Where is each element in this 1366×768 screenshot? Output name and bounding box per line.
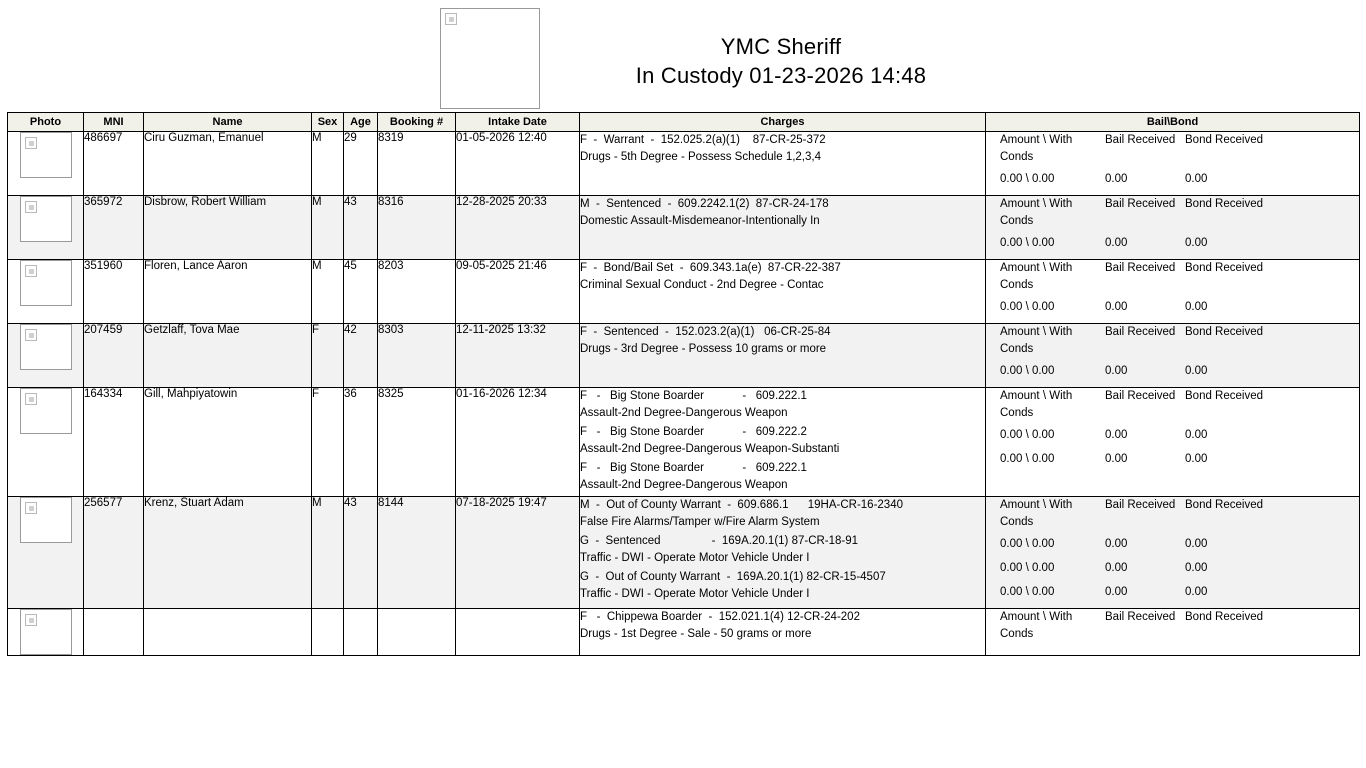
charge-entry — [580, 460, 985, 494]
inmate-mni: 207459 — [84, 324, 144, 388]
inmate-mni: 256577 — [84, 497, 144, 609]
bail-bond-header — [986, 497, 1359, 531]
inmate-booking-number: 8325 — [378, 388, 456, 497]
bail-bond-header — [986, 388, 1359, 422]
bail-bond-value: 0.00 — [1105, 301, 1128, 313]
report-subtitle: In Custody 01-23-2026 14:48 — [635, 63, 927, 88]
inmate-intake-date: 09-05-2025 21:46 — [456, 260, 580, 324]
bail-bond-value: 0.00 — [1185, 429, 1208, 441]
inmate-photo-placeholder — [20, 132, 72, 178]
inmate-name: Ciru Guzman, Emanuel — [144, 132, 312, 196]
bail-bond-header-label: Amount \ With Conds — [1000, 134, 1073, 163]
bail-bond-row — [986, 363, 1359, 380]
inmate-name: Floren, Lance Aaron — [144, 260, 312, 324]
bail-bond-header-label: Bail Received — [1105, 262, 1176, 274]
table-row — [8, 497, 1360, 609]
broken-image-icon — [25, 201, 37, 213]
charges-cell — [580, 260, 986, 324]
bail-bond-value: 0.00 \ 0.00 — [1000, 173, 1055, 185]
bail-bond-cell — [986, 324, 1360, 388]
bail-bond-cell — [986, 260, 1360, 324]
bail-bond-cell — [986, 497, 1360, 609]
inmate-intake-date: 01-05-2026 12:40 — [456, 132, 580, 196]
bail-bond-value: 0.00 — [1105, 365, 1128, 377]
inmate-name — [144, 609, 312, 656]
charge-statute-line: F - Warrant - 152.025.2(a)(1) 87-CR-25-372 — [580, 134, 826, 146]
bail-bond-value: 0.00 — [1185, 365, 1208, 377]
broken-image-icon — [25, 137, 37, 149]
bail-bond-value: 0.00 \ 0.00 — [1000, 538, 1055, 550]
bail-bond-header-label: Amount \ With Conds — [1000, 611, 1073, 640]
bail-bond-cell — [986, 132, 1360, 196]
bail-bond-value: 0.00 \ 0.00 — [1000, 365, 1055, 377]
inmate-photo-placeholder — [20, 196, 72, 242]
inmate-sex: F — [312, 388, 344, 497]
charges-cell — [580, 609, 986, 656]
bail-bond-header — [986, 260, 1359, 294]
column-header-sex: Sex — [312, 113, 344, 132]
table-row — [8, 196, 1360, 260]
bail-bond-value: 0.00 — [1105, 173, 1128, 185]
table-header-row — [8, 113, 1360, 132]
charge-statute-line: F - Chippewa Boarder - 152.021.1(4) 12-CR-24-202 — [580, 611, 860, 623]
inmate-name: Gill, Mahpiyatowin — [144, 388, 312, 497]
charge-description-line: Drugs - 5th Degree - Possess Schedule 1,2,3,4 — [580, 151, 821, 163]
inmate-booking-number: 8303 — [378, 324, 456, 388]
inmate-photo-placeholder — [20, 609, 72, 655]
bail-bond-value: 0.00 — [1185, 562, 1208, 574]
charge-description-line: Domestic Assault-Misdemeanor-Intentionally In — [580, 215, 820, 227]
inmate-photo-cell — [8, 497, 84, 609]
report-title-block — [636, 8, 926, 90]
charge-entry — [580, 260, 985, 294]
bail-bond-value: 0.00 — [1185, 538, 1208, 550]
report-header — [0, 0, 1366, 112]
inmate-booking-number — [378, 609, 456, 656]
broken-image-icon — [25, 329, 37, 341]
inmate-age: 43 — [344, 196, 378, 260]
charge-entry — [580, 569, 985, 603]
charge-statute-line: M - Sentenced - 609.2242.1(2) 87-CR-24-178 — [580, 198, 829, 210]
column-header-mni: MNI — [84, 113, 144, 132]
inmate-age — [344, 609, 378, 656]
page-title: YMC Sheriff — [720, 34, 842, 59]
inmate-sex: M — [312, 196, 344, 260]
bail-bond-header-label: Bond Received — [1185, 134, 1263, 146]
charge-description-line: False Fire Alarms/Tamper w/Fire Alarm System — [580, 516, 820, 528]
bail-bond-header — [986, 324, 1359, 358]
bail-bond-header-label: Bond Received — [1185, 262, 1263, 274]
inmate-intake-date: 07-18-2025 19:47 — [456, 497, 580, 609]
inmate-name: Getzlaff, Tova Mae — [144, 324, 312, 388]
charge-statute-line: F - Sentenced - 152.023.2(a)(1) 06-CR-25-84 — [580, 326, 831, 338]
inmate-sex: M — [312, 132, 344, 196]
inmate-sex: M — [312, 260, 344, 324]
bail-bond-header-label: Bail Received — [1105, 499, 1176, 511]
bail-bond-row — [986, 427, 1359, 444]
bail-bond-header-label: Amount \ With Conds — [1000, 390, 1073, 419]
inmate-booking-number: 8319 — [378, 132, 456, 196]
bail-bond-header-label: Bond Received — [1185, 499, 1263, 511]
inmate-name: Krenz, Stuart Adam — [144, 497, 312, 609]
inmate-intake-date: 12-11-2025 13:32 — [456, 324, 580, 388]
broken-image-icon — [25, 393, 37, 405]
table-row — [8, 609, 1360, 656]
charge-statute-line: G - Sentenced - 169A.20.1(1) 87-CR-18-91 — [580, 535, 859, 547]
charge-description-line: Drugs - 3rd Degree - Possess 10 grams or more — [580, 343, 827, 355]
bail-bond-header-label: Amount \ With Conds — [1000, 499, 1073, 528]
inmate-age: 45 — [344, 260, 378, 324]
charge-statute-line: F - Big Stone Boarder - 609.222.1 — [580, 390, 807, 402]
charge-entry — [580, 132, 985, 166]
column-header-charges: Charges — [580, 113, 986, 132]
bail-bond-cell — [986, 196, 1360, 260]
charge-entry — [580, 388, 985, 422]
bail-bond-value: 0.00 — [1185, 173, 1208, 185]
bail-bond-value: 0.00 \ 0.00 — [1000, 429, 1055, 441]
charge-entry — [580, 533, 985, 567]
bail-bond-header — [986, 609, 1359, 643]
inmate-photo-placeholder — [20, 260, 72, 306]
inmate-photo-placeholder — [20, 497, 72, 543]
broken-image-icon — [445, 13, 457, 25]
bail-bond-cell — [986, 388, 1360, 497]
bail-bond-value: 0.00 \ 0.00 — [1000, 453, 1055, 465]
inmate-intake-date: 12-28-2025 20:33 — [456, 196, 580, 260]
inmate-photo-placeholder — [20, 388, 72, 434]
charge-description-line: Drugs - 1st Degree - Sale - 50 grams or more — [580, 628, 812, 640]
inmate-photo-placeholder — [20, 324, 72, 370]
bail-bond-header-label: Bond Received — [1185, 390, 1263, 402]
inmate-sex: F — [312, 324, 344, 388]
inmate-photo-cell — [8, 324, 84, 388]
inmate-mni — [84, 609, 144, 656]
charge-description-line: Assault-2nd Degree-Dangerous Weapon — [580, 407, 788, 419]
inmate-sex — [312, 609, 344, 656]
charges-cell — [580, 132, 986, 196]
bail-bond-header-label: Bail Received — [1105, 134, 1176, 146]
inmate-booking-number: 8144 — [378, 497, 456, 609]
column-header-booking: Booking # — [378, 113, 456, 132]
inmate-mni: 486697 — [84, 132, 144, 196]
charge-description-line: Assault-2nd Degree-Dangerous Weapon-Substanti — [580, 443, 840, 455]
inmate-photo-cell — [8, 196, 84, 260]
bail-bond-header-label: Bail Received — [1105, 390, 1176, 402]
charge-statute-line: F - Bond/Bail Set - 609.343.1a(e) 87-CR-22-387 — [580, 262, 841, 274]
table-row — [8, 324, 1360, 388]
bail-bond-value: 0.00 — [1185, 237, 1208, 249]
bail-bond-value: 0.00 — [1105, 562, 1128, 574]
bail-bond-header-label: Amount \ With Conds — [1000, 262, 1073, 291]
bail-bond-value: 0.00 \ 0.00 — [1000, 562, 1055, 574]
bail-bond-cell — [986, 609, 1360, 656]
table-row — [8, 260, 1360, 324]
bail-bond-header-label: Bail Received — [1105, 198, 1176, 210]
bail-bond-row — [986, 235, 1359, 252]
charges-cell — [580, 497, 986, 609]
bail-bond-header-label: Bond Received — [1185, 326, 1263, 338]
bail-bond-row — [986, 536, 1359, 553]
table-body — [8, 132, 1360, 656]
bail-bond-value: 0.00 — [1105, 586, 1128, 598]
bail-bond-header-label: Amount \ With Conds — [1000, 198, 1073, 227]
charge-entry — [580, 424, 985, 458]
charge-entry — [580, 497, 985, 531]
bail-bond-header-label: Bond Received — [1185, 611, 1263, 623]
charges-cell — [580, 196, 986, 260]
broken-image-icon — [25, 265, 37, 277]
bail-bond-header — [986, 196, 1359, 230]
inmate-mni: 365972 — [84, 196, 144, 260]
bail-bond-value: 0.00 \ 0.00 — [1000, 301, 1055, 313]
charge-description-line: Traffic - DWI - Operate Motor Vehicle Under I — [580, 552, 810, 564]
inmate-intake-date — [456, 609, 580, 656]
charge-description-line: Criminal Sexual Conduct - 2nd Degree - Contac — [580, 279, 824, 291]
broken-image-icon — [25, 502, 37, 514]
bail-bond-value: 0.00 \ 0.00 — [1000, 586, 1055, 598]
bail-bond-row — [986, 560, 1359, 577]
bail-bond-header-label: Bond Received — [1185, 198, 1263, 210]
bail-bond-value: 0.00 — [1105, 453, 1128, 465]
bail-bond-value: 0.00 — [1105, 237, 1128, 249]
charges-cell — [580, 388, 986, 497]
inmate-age: 43 — [344, 497, 378, 609]
inmate-intake-date: 01-16-2026 12:34 — [456, 388, 580, 497]
inmate-photo-cell — [8, 132, 84, 196]
column-header-name: Name — [144, 113, 312, 132]
column-header-photo: Photo — [8, 113, 84, 132]
inmate-age: 36 — [344, 388, 378, 497]
charge-statute-line: M - Out of County Warrant - 609.686.1 19HA-CR-16-2340 — [580, 499, 903, 511]
inmate-photo-cell — [8, 260, 84, 324]
inmate-age: 29 — [344, 132, 378, 196]
bail-bond-row — [986, 299, 1359, 316]
bail-bond-value: 0.00 — [1105, 429, 1128, 441]
in-custody-table — [7, 112, 1360, 656]
column-header-age: Age — [344, 113, 378, 132]
bail-bond-row — [986, 451, 1359, 468]
charge-entry — [580, 324, 985, 358]
bail-bond-row — [986, 584, 1359, 601]
bail-bond-header — [986, 132, 1359, 166]
charge-statute-line: F - Big Stone Boarder - 609.222.1 — [580, 462, 807, 474]
bail-bond-header-label: Amount \ With Conds — [1000, 326, 1073, 355]
inmate-name: Disbrow, Robert William — [144, 196, 312, 260]
inmate-sex: M — [312, 497, 344, 609]
charge-entry — [580, 609, 985, 643]
broken-image-icon — [25, 614, 37, 626]
agency-logo-placeholder — [440, 8, 540, 109]
bail-bond-value: 0.00 — [1185, 453, 1208, 465]
table-row — [8, 132, 1360, 196]
column-header-bail-bond: Bail\Bond — [986, 113, 1360, 132]
inmate-mni: 351960 — [84, 260, 144, 324]
column-header-intake: Intake Date — [456, 113, 580, 132]
charge-statute-line: G - Out of County Warrant - 169A.20.1(1) 82-CR-15-4507 — [580, 571, 886, 583]
charges-cell — [580, 324, 986, 388]
inmate-photo-cell — [8, 388, 84, 497]
charge-description-line: Traffic - DWI - Operate Motor Vehicle Under I — [580, 588, 810, 600]
bail-bond-value: 0.00 — [1185, 586, 1208, 598]
inmate-booking-number: 8203 — [378, 260, 456, 324]
table-row — [8, 388, 1360, 497]
bail-bond-header-label: Bail Received — [1105, 611, 1176, 623]
charge-description-line: Assault-2nd Degree-Dangerous Weapon — [580, 479, 788, 491]
bail-bond-row — [986, 171, 1359, 188]
bail-bond-value: 0.00 — [1105, 538, 1128, 550]
inmate-age: 42 — [344, 324, 378, 388]
bail-bond-value: 0.00 \ 0.00 — [1000, 237, 1055, 249]
bail-bond-value: 0.00 — [1185, 301, 1208, 313]
charge-statute-line: F - Big Stone Boarder - 609.222.2 — [580, 426, 807, 438]
inmate-booking-number: 8316 — [378, 196, 456, 260]
inmate-photo-cell — [8, 609, 84, 656]
charge-entry — [580, 196, 985, 230]
inmate-mni: 164334 — [84, 388, 144, 497]
bail-bond-header-label: Bail Received — [1105, 326, 1176, 338]
